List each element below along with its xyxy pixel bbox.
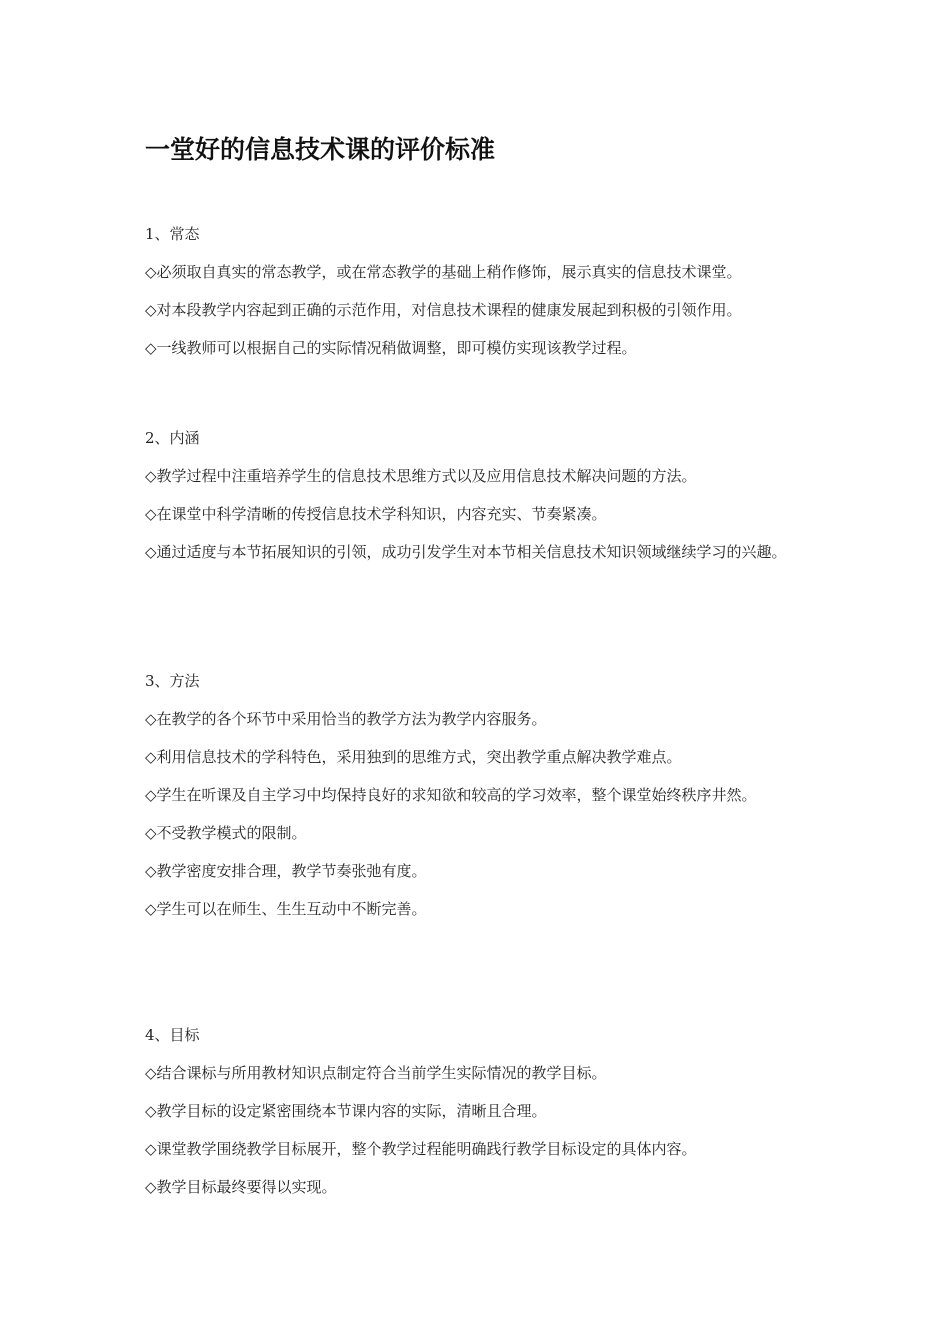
list-item: ◇结合课标与所用教材知识点制定符合当前学生实际情况的教学目标。 <box>145 1064 607 1082</box>
list-item: ◇一线教师可以根据自己的实际情况稍做调整，即可模仿实现该教学过程。 <box>145 339 637 357</box>
list-item: ◇教学密度安排合理，教学节奏张弛有度。 <box>145 862 427 880</box>
list-item: ◇利用信息技术的学科特色，采用独到的思维方式，突出教学重点解决教学难点。 <box>145 748 682 766</box>
section-neihan <box>145 419 810 571</box>
document-title: 一堂好的信息技术课的评价标准 <box>145 135 496 164</box>
list-item: ◇在教学的各个环节中采用恰当的教学方法为教学内容服务。 <box>145 710 547 728</box>
section-heading: 3、方法 <box>145 672 200 690</box>
section-changtai <box>145 215 810 367</box>
list-item: ◇教学目标最终要得以实现。 <box>145 1178 337 1196</box>
section-mubiao <box>145 1016 810 1206</box>
list-item: ◇教学过程中注重培养学生的信息技术思维方式以及应用信息技术解决问题的方法。 <box>145 467 697 485</box>
section-heading: 1、常态 <box>145 225 200 243</box>
list-item: ◇在课堂中科学清晰的传授信息技术学科知识，内容充实、节奏紧凑。 <box>145 505 607 523</box>
list-item: ◇学生可以在师生、生生互动中不断完善。 <box>145 900 427 918</box>
list-item: ◇课堂教学围绕教学目标展开，整个教学过程能明确践行教学目标设定的具体内容。 <box>145 1140 697 1158</box>
section-heading: 2、内涵 <box>145 429 200 447</box>
list-item: ◇不受教学模式的限制。 <box>145 824 307 842</box>
list-item: ◇必须取自真实的常态教学，或在常态教学的基础上稍作修饰，展示真实的信息技术课堂。 <box>145 263 742 281</box>
section-heading: 4、目标 <box>145 1026 200 1044</box>
list-item: ◇通过适度与本节拓展知识的引领，成功引发学生对本节相关信息技术知识领域继续学习的兴趣。 <box>145 543 787 561</box>
list-item: ◇学生在听课及自主学习中均保持良好的求知欲和较高的学习效率，整个课堂始终秩序井然。 <box>145 786 757 804</box>
list-item: ◇教学目标的设定紧密围绕本节课内容的实际，清晰且合理。 <box>145 1102 547 1120</box>
list-item: ◇对本段教学内容起到正确的示范作用，对信息技术课程的健康发展起到积极的引领作用。 <box>145 301 742 319</box>
section-fangfa <box>145 662 810 928</box>
